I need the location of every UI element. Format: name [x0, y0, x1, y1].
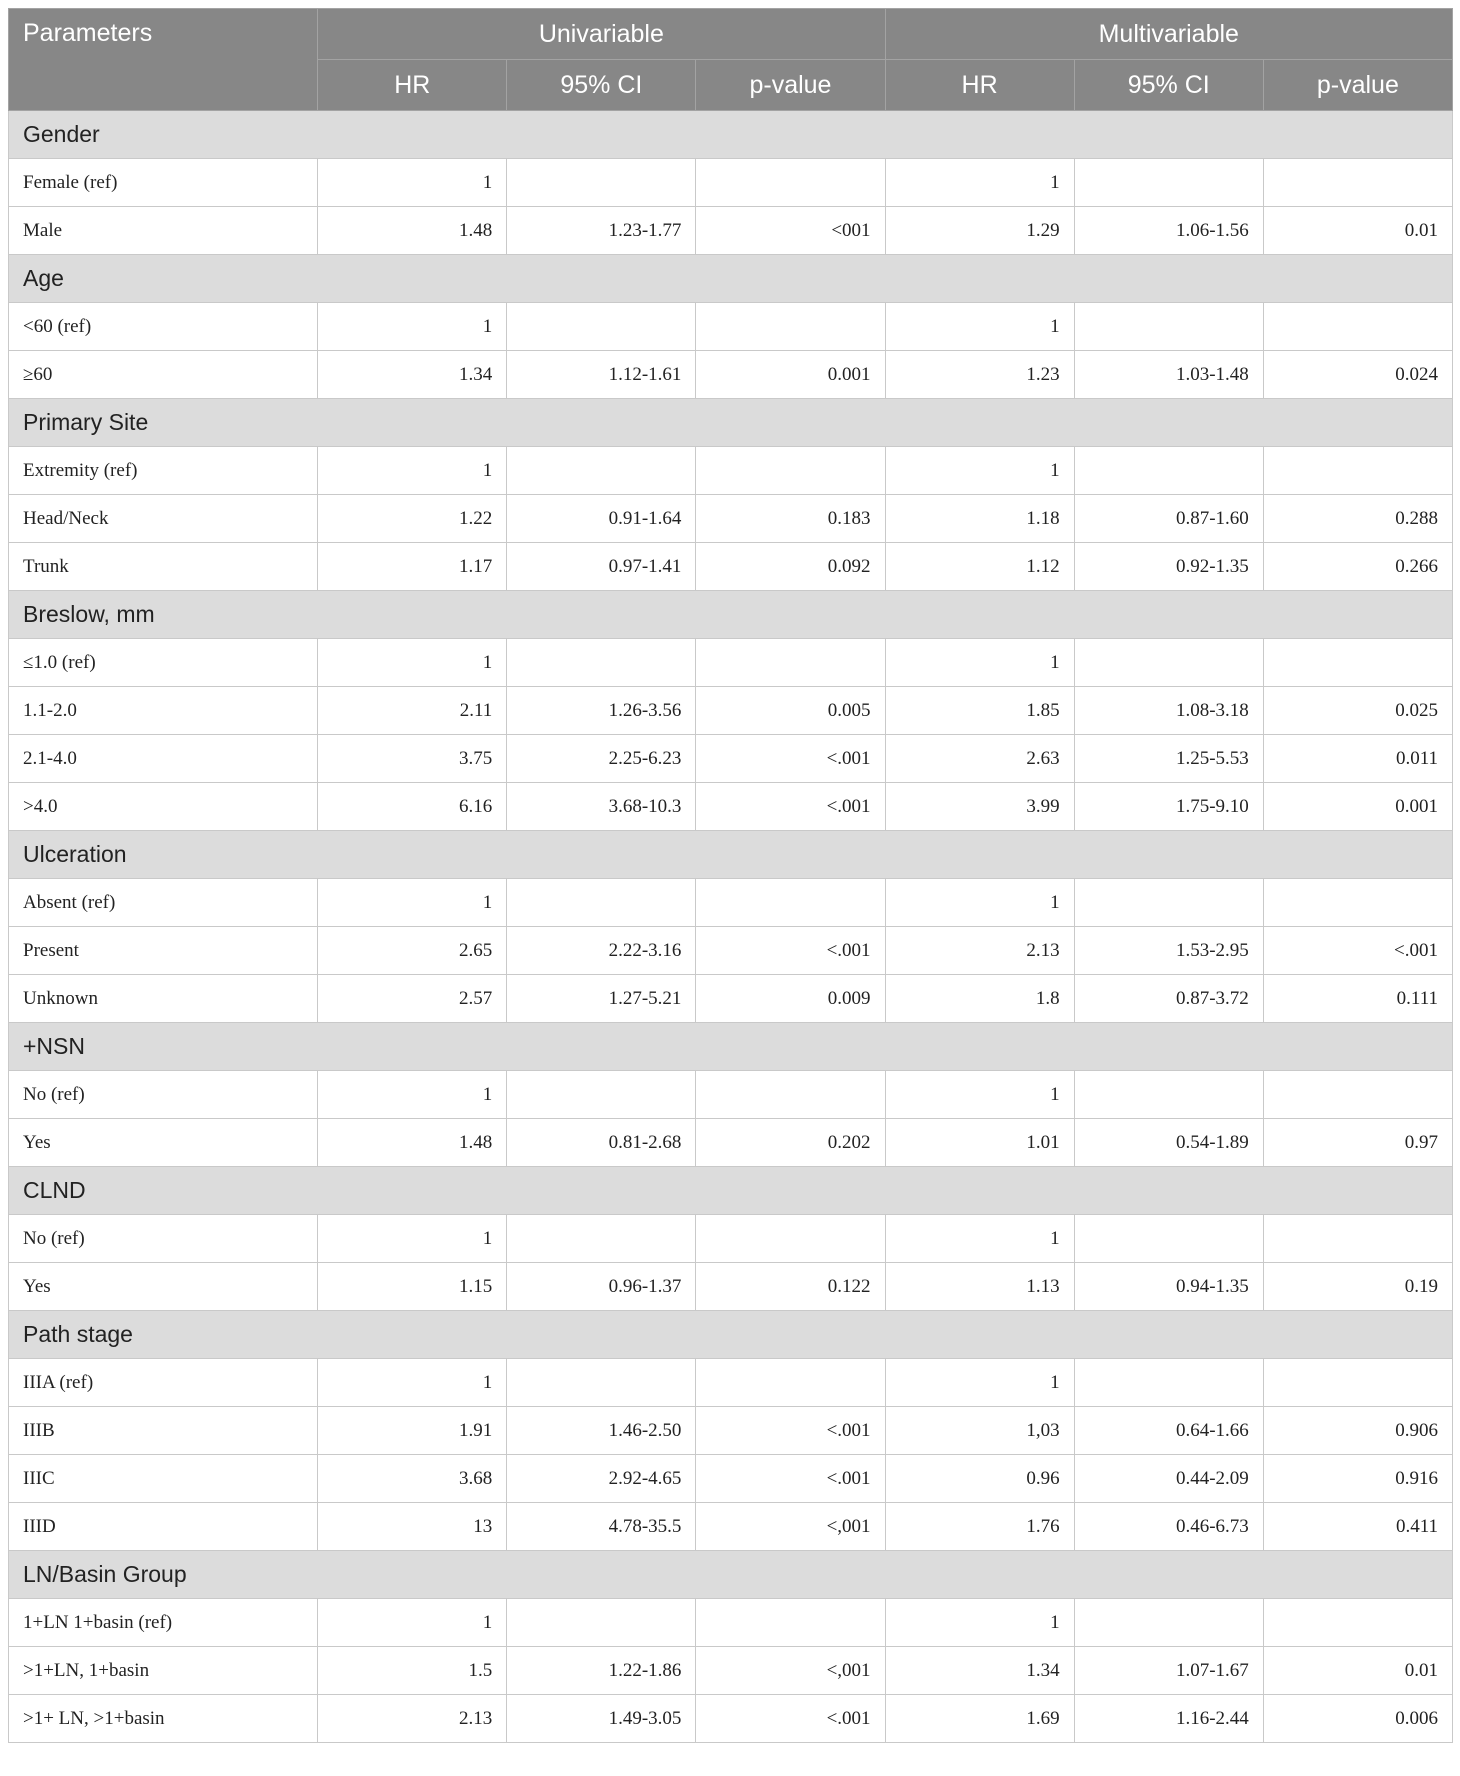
- row-label: Yes: [9, 1263, 318, 1311]
- table-row: [9, 1359, 1453, 1407]
- cell-multivariable-hr: 1: [885, 1359, 1074, 1407]
- cell-univariable-pvalue: <.001: [696, 1455, 885, 1503]
- cell-multivariable-ci: 0.46-6.73: [1074, 1503, 1263, 1551]
- row-label: 1+LN 1+basin (ref): [9, 1599, 318, 1647]
- row-label: Male: [9, 207, 318, 255]
- cell-univariable-pvalue: [696, 447, 885, 495]
- cell-multivariable-pvalue: [1263, 447, 1452, 495]
- cell-univariable-pvalue: <.001: [696, 1695, 885, 1743]
- table-row: [9, 1119, 1453, 1167]
- table-row: [9, 1407, 1453, 1455]
- table-row: [9, 351, 1453, 399]
- row-label: Head/Neck: [9, 495, 318, 543]
- cell-univariable-ci: 1.23-1.77: [507, 207, 696, 255]
- cell-multivariable-hr: 1.34: [885, 1647, 1074, 1695]
- table-row: [9, 1455, 1453, 1503]
- cell-multivariable-pvalue: [1263, 1599, 1452, 1647]
- cell-univariable-pvalue: <,001: [696, 1503, 885, 1551]
- cell-multivariable-ci: 1.25-5.53: [1074, 735, 1263, 783]
- cell-multivariable-pvalue: 0.97: [1263, 1119, 1452, 1167]
- row-label: IIIC: [9, 1455, 318, 1503]
- cell-univariable-pvalue: [696, 159, 885, 207]
- cell-univariable-ci: 1.12-1.61: [507, 351, 696, 399]
- cell-multivariable-ci: 0.87-1.60: [1074, 495, 1263, 543]
- cell-multivariable-hr: 0.96: [885, 1455, 1074, 1503]
- cell-multivariable-pvalue: 0.01: [1263, 1647, 1452, 1695]
- cell-multivariable-ci: [1074, 639, 1263, 687]
- cell-multivariable-pvalue: 0.266: [1263, 543, 1452, 591]
- cell-univariable-hr: 1.22: [318, 495, 507, 543]
- cell-univariable-hr: 1.48: [318, 207, 507, 255]
- cell-multivariable-hr: 1,03: [885, 1407, 1074, 1455]
- row-label: >4.0: [9, 783, 318, 831]
- cell-multivariable-ci: [1074, 1215, 1263, 1263]
- cell-univariable-pvalue: <.001: [696, 927, 885, 975]
- cell-univariable-pvalue: <001: [696, 207, 885, 255]
- section-row: [9, 111, 1453, 159]
- section-title: CLND: [9, 1167, 1453, 1215]
- cell-univariable-pvalue: 0.009: [696, 975, 885, 1023]
- row-label: Present: [9, 927, 318, 975]
- cell-multivariable-pvalue: 0.906: [1263, 1407, 1452, 1455]
- row-label: Female (ref): [9, 159, 318, 207]
- table-row: [9, 1263, 1453, 1311]
- cell-univariable-ci: [507, 1599, 696, 1647]
- cell-multivariable-ci: 1.06-1.56: [1074, 207, 1263, 255]
- cell-multivariable-pvalue: 0.024: [1263, 351, 1452, 399]
- cell-univariable-ci: 0.96-1.37: [507, 1263, 696, 1311]
- cell-univariable-hr: 3.68: [318, 1455, 507, 1503]
- cell-multivariable-hr: 1.8: [885, 975, 1074, 1023]
- cell-univariable-hr: 1: [318, 303, 507, 351]
- row-label: IIIA (ref): [9, 1359, 318, 1407]
- cell-univariable-hr: 1: [318, 639, 507, 687]
- section-row: [9, 399, 1453, 447]
- cell-univariable-pvalue: <.001: [696, 1407, 885, 1455]
- header-univariable-hr: HR: [318, 60, 507, 111]
- cell-univariable-ci: [507, 303, 696, 351]
- cell-univariable-hr: 1: [318, 1359, 507, 1407]
- cell-univariable-hr: 1.91: [318, 1407, 507, 1455]
- cell-univariable-hr: 1: [318, 1071, 507, 1119]
- table-row: [9, 975, 1453, 1023]
- cell-univariable-pvalue: 0.005: [696, 687, 885, 735]
- cell-multivariable-pvalue: 0.025: [1263, 687, 1452, 735]
- cell-multivariable-hr: 1.18: [885, 495, 1074, 543]
- table-row: [9, 207, 1453, 255]
- table-row: [9, 1695, 1453, 1743]
- section-title: +NSN: [9, 1023, 1453, 1071]
- table-row: [9, 639, 1453, 687]
- row-label: >1+LN, 1+basin: [9, 1647, 318, 1695]
- cell-univariable-hr: 1: [318, 447, 507, 495]
- section-title: Breslow, mm: [9, 591, 1453, 639]
- section-title: Path stage: [9, 1311, 1453, 1359]
- cell-univariable-pvalue: <,001: [696, 1647, 885, 1695]
- cell-univariable-ci: 2.25-6.23: [507, 735, 696, 783]
- cell-univariable-ci: 3.68-10.3: [507, 783, 696, 831]
- cell-univariable-ci: 0.81-2.68: [507, 1119, 696, 1167]
- row-label: Extremity (ref): [9, 447, 318, 495]
- cell-univariable-ci: [507, 639, 696, 687]
- cell-univariable-ci: 1.26-3.56: [507, 687, 696, 735]
- header-parameters: Parameters: [9, 9, 318, 111]
- cell-multivariable-ci: 1.03-1.48: [1074, 351, 1263, 399]
- cell-multivariable-pvalue: 0.411: [1263, 1503, 1452, 1551]
- table-row: [9, 783, 1453, 831]
- row-label: No (ref): [9, 1071, 318, 1119]
- cell-multivariable-hr: 1: [885, 159, 1074, 207]
- cell-multivariable-ci: 0.94-1.35: [1074, 1263, 1263, 1311]
- cell-multivariable-hr: 1.76: [885, 1503, 1074, 1551]
- cell-multivariable-pvalue: 0.111: [1263, 975, 1452, 1023]
- cell-univariable-ci: 0.91-1.64: [507, 495, 696, 543]
- cell-univariable-hr: 2.65: [318, 927, 507, 975]
- row-label: IIID: [9, 1503, 318, 1551]
- cell-univariable-ci: 0.97-1.41: [507, 543, 696, 591]
- cell-univariable-pvalue: [696, 1599, 885, 1647]
- table-body: [9, 111, 1453, 1743]
- section-title: Gender: [9, 111, 1453, 159]
- cell-univariable-hr: 1: [318, 1215, 507, 1263]
- header-multivariable: Multivariable: [885, 9, 1452, 60]
- cell-multivariable-hr: 1.01: [885, 1119, 1074, 1167]
- table-row: [9, 879, 1453, 927]
- cell-univariable-hr: 1.15: [318, 1263, 507, 1311]
- cell-univariable-ci: [507, 447, 696, 495]
- cell-multivariable-pvalue: [1263, 303, 1452, 351]
- cell-univariable-ci: [507, 879, 696, 927]
- cell-univariable-pvalue: [696, 879, 885, 927]
- table-row: [9, 687, 1453, 735]
- table-row: [9, 1647, 1453, 1695]
- cell-multivariable-hr: 1.13: [885, 1263, 1074, 1311]
- cell-multivariable-pvalue: 0.288: [1263, 495, 1452, 543]
- section-title: Primary Site: [9, 399, 1453, 447]
- cell-univariable-pvalue: 0.092: [696, 543, 885, 591]
- header-multivariable-ci: 95% CI: [1074, 60, 1263, 111]
- cell-multivariable-hr: 1: [885, 639, 1074, 687]
- row-label: 1.1-2.0: [9, 687, 318, 735]
- table-header: [9, 9, 1453, 111]
- table-row: [9, 1599, 1453, 1647]
- cell-multivariable-pvalue: 0.001: [1263, 783, 1452, 831]
- cell-univariable-ci: 4.78-35.5: [507, 1503, 696, 1551]
- cell-univariable-pvalue: [696, 1071, 885, 1119]
- cell-multivariable-pvalue: 0.01: [1263, 207, 1452, 255]
- header-multivariable-pvalue: p-value: [1263, 60, 1452, 111]
- row-label: Trunk: [9, 543, 318, 591]
- section-row: [9, 1311, 1453, 1359]
- cell-multivariable-hr: 1: [885, 1071, 1074, 1119]
- cell-multivariable-pvalue: 0.006: [1263, 1695, 1452, 1743]
- cell-univariable-hr: 1.17: [318, 543, 507, 591]
- cell-univariable-pvalue: [696, 303, 885, 351]
- cell-multivariable-hr: 1.23: [885, 351, 1074, 399]
- section-title: Ulceration: [9, 831, 1453, 879]
- cell-univariable-ci: [507, 1215, 696, 1263]
- table-row: [9, 1503, 1453, 1551]
- cell-multivariable-hr: 1.85: [885, 687, 1074, 735]
- cell-multivariable-pvalue: [1263, 1215, 1452, 1263]
- section-row: [9, 1551, 1453, 1599]
- row-label: Absent (ref): [9, 879, 318, 927]
- cell-univariable-ci: [507, 159, 696, 207]
- header-univariable-pvalue: p-value: [696, 60, 885, 111]
- cell-univariable-hr: 13: [318, 1503, 507, 1551]
- row-label: 2.1-4.0: [9, 735, 318, 783]
- section-title: LN/Basin Group: [9, 1551, 1453, 1599]
- table-row: [9, 1071, 1453, 1119]
- cell-multivariable-hr: 1: [885, 447, 1074, 495]
- table-row: [9, 303, 1453, 351]
- cell-multivariable-ci: 1.07-1.67: [1074, 1647, 1263, 1695]
- table-row: [9, 735, 1453, 783]
- section-row: [9, 1023, 1453, 1071]
- cell-univariable-hr: 2.57: [318, 975, 507, 1023]
- cell-univariable-pvalue: 0.001: [696, 351, 885, 399]
- cell-multivariable-ci: [1074, 1599, 1263, 1647]
- section-row: [9, 831, 1453, 879]
- cell-univariable-ci: 1.49-3.05: [507, 1695, 696, 1743]
- cell-univariable-ci: [507, 1071, 696, 1119]
- cell-multivariable-ci: [1074, 303, 1263, 351]
- cell-univariable-pvalue: [696, 639, 885, 687]
- cell-univariable-pvalue: 0.183: [696, 495, 885, 543]
- cell-multivariable-ci: 1.53-2.95: [1074, 927, 1263, 975]
- row-label: <60 (ref): [9, 303, 318, 351]
- row-label: Unknown: [9, 975, 318, 1023]
- row-label: Yes: [9, 1119, 318, 1167]
- cell-univariable-ci: 1.27-5.21: [507, 975, 696, 1023]
- cell-multivariable-hr: 2.63: [885, 735, 1074, 783]
- cell-multivariable-ci: [1074, 447, 1263, 495]
- cell-univariable-ci: [507, 1359, 696, 1407]
- cell-univariable-ci: 2.92-4.65: [507, 1455, 696, 1503]
- cell-multivariable-ci: 0.44-2.09: [1074, 1455, 1263, 1503]
- cell-multivariable-pvalue: 0.011: [1263, 735, 1452, 783]
- hazard-ratio-table: [8, 8, 1453, 1743]
- cell-multivariable-hr: 1: [885, 1599, 1074, 1647]
- cell-univariable-pvalue: [696, 1359, 885, 1407]
- cell-multivariable-pvalue: <.001: [1263, 927, 1452, 975]
- table-row: [9, 495, 1453, 543]
- section-title: Age: [9, 255, 1453, 303]
- cell-multivariable-ci: 1.08-3.18: [1074, 687, 1263, 735]
- row-label: ≥60: [9, 351, 318, 399]
- cell-univariable-hr: 3.75: [318, 735, 507, 783]
- cell-univariable-hr: 1: [318, 879, 507, 927]
- cell-multivariable-ci: 0.92-1.35: [1074, 543, 1263, 591]
- cell-univariable-pvalue: 0.202: [696, 1119, 885, 1167]
- cell-multivariable-pvalue: [1263, 159, 1452, 207]
- cell-univariable-ci: 2.22-3.16: [507, 927, 696, 975]
- cell-univariable-pvalue: <.001: [696, 783, 885, 831]
- table-row: [9, 927, 1453, 975]
- cell-univariable-ci: 1.46-2.50: [507, 1407, 696, 1455]
- cell-multivariable-ci: [1074, 879, 1263, 927]
- cell-univariable-hr: 1: [318, 1599, 507, 1647]
- cell-multivariable-hr: 1.69: [885, 1695, 1074, 1743]
- row-label: >1+ LN, >1+basin: [9, 1695, 318, 1743]
- cell-multivariable-pvalue: [1263, 1359, 1452, 1407]
- cell-multivariable-ci: 1.75-9.10: [1074, 783, 1263, 831]
- hazard-ratio-table-container: [8, 8, 1453, 1743]
- cell-univariable-hr: 2.11: [318, 687, 507, 735]
- cell-univariable-hr: 6.16: [318, 783, 507, 831]
- cell-univariable-hr: 1.48: [318, 1119, 507, 1167]
- cell-univariable-pvalue: 0.122: [696, 1263, 885, 1311]
- cell-univariable-hr: 1.34: [318, 351, 507, 399]
- cell-multivariable-ci: 0.64-1.66: [1074, 1407, 1263, 1455]
- cell-univariable-pvalue: <.001: [696, 735, 885, 783]
- section-row: [9, 1167, 1453, 1215]
- cell-multivariable-ci: [1074, 1071, 1263, 1119]
- cell-multivariable-pvalue: [1263, 639, 1452, 687]
- header-multivariable-hr: HR: [885, 60, 1074, 111]
- row-label: ≤1.0 (ref): [9, 639, 318, 687]
- cell-multivariable-hr: 2.13: [885, 927, 1074, 975]
- cell-multivariable-ci: [1074, 159, 1263, 207]
- cell-multivariable-hr: 1.29: [885, 207, 1074, 255]
- table-row: [9, 543, 1453, 591]
- cell-multivariable-hr: 1: [885, 879, 1074, 927]
- section-row: [9, 591, 1453, 639]
- cell-multivariable-hr: 1: [885, 303, 1074, 351]
- header-univariable-ci: 95% CI: [507, 60, 696, 111]
- header-univariable: Univariable: [318, 9, 885, 60]
- cell-univariable-pvalue: [696, 1215, 885, 1263]
- cell-multivariable-hr: 1.12: [885, 543, 1074, 591]
- row-label: IIIB: [9, 1407, 318, 1455]
- cell-multivariable-hr: 3.99: [885, 783, 1074, 831]
- cell-multivariable-pvalue: [1263, 1071, 1452, 1119]
- table-row: [9, 1215, 1453, 1263]
- cell-multivariable-hr: 1: [885, 1215, 1074, 1263]
- cell-univariable-hr: 2.13: [318, 1695, 507, 1743]
- cell-multivariable-ci: [1074, 1359, 1263, 1407]
- cell-multivariable-ci: 0.54-1.89: [1074, 1119, 1263, 1167]
- cell-multivariable-ci: 1.16-2.44: [1074, 1695, 1263, 1743]
- cell-univariable-hr: 1: [318, 159, 507, 207]
- cell-multivariable-pvalue: 0.19: [1263, 1263, 1452, 1311]
- table-row: [9, 447, 1453, 495]
- table-row: [9, 159, 1453, 207]
- cell-univariable-hr: 1.5: [318, 1647, 507, 1695]
- cell-multivariable-ci: 0.87-3.72: [1074, 975, 1263, 1023]
- cell-multivariable-pvalue: [1263, 879, 1452, 927]
- cell-multivariable-pvalue: 0.916: [1263, 1455, 1452, 1503]
- section-row: [9, 255, 1453, 303]
- cell-univariable-ci: 1.22-1.86: [507, 1647, 696, 1695]
- row-label: No (ref): [9, 1215, 318, 1263]
